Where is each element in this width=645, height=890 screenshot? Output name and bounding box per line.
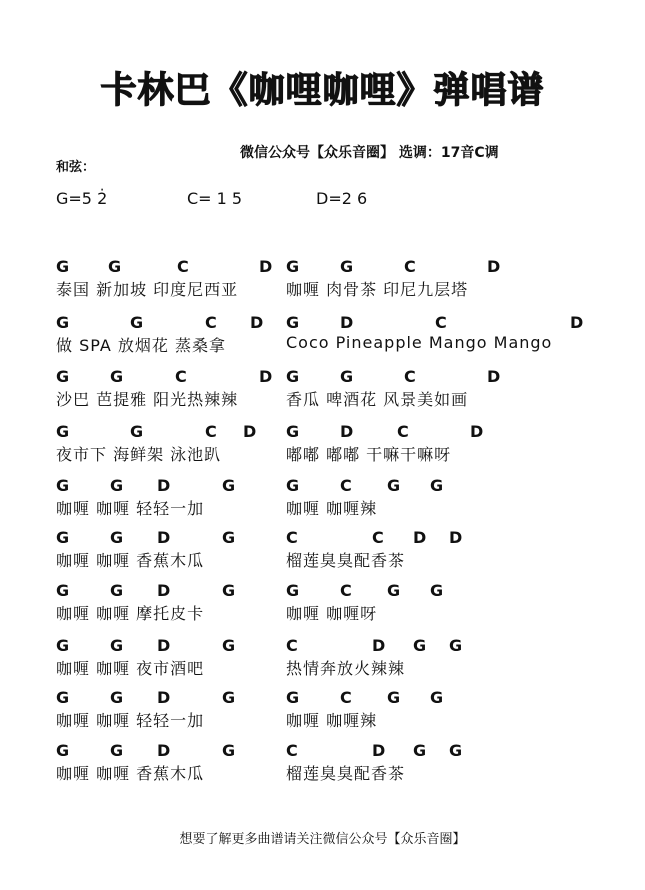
lyric-phrase: 香瓜 啤酒花 风景美如画 <box>286 390 469 409</box>
lyric-phrase: 热情奔放火辣辣 <box>286 659 406 678</box>
chord-symbol: C <box>397 422 409 441</box>
chord-symbol: G <box>110 741 124 760</box>
chord-symbol: C <box>177 257 189 276</box>
song-line <box>0 257 645 307</box>
song-line <box>0 476 645 526</box>
chord-symbol: D <box>259 257 273 276</box>
chord-symbol: G <box>56 741 70 760</box>
chord-symbol: D <box>259 367 273 386</box>
chord-symbol: D <box>413 528 427 547</box>
chord-symbol: G <box>430 581 444 600</box>
chord-symbol: C <box>404 367 416 386</box>
lyric-phrase: 泰国 新加坡 印度尼西亚 <box>56 280 239 299</box>
page-title: 卡林巴《咖哩咖哩》弹唱谱 <box>100 70 545 111</box>
chord-symbol: C <box>286 528 298 547</box>
chord-symbol: G <box>222 688 236 707</box>
lyric-phrase: 沙巴 芭提雅 阳光热辣辣 <box>56 390 239 409</box>
chord-symbol: G <box>413 741 427 760</box>
song-line <box>0 636 645 686</box>
chord-symbol: C <box>205 313 217 332</box>
chord-symbol: D <box>157 581 171 600</box>
chord-symbol: C <box>286 636 298 655</box>
chord-symbol: D <box>157 528 171 547</box>
chord-symbol: D <box>250 313 264 332</box>
chord-label: 和弦： <box>56 160 96 175</box>
chord-symbol: G <box>222 636 236 655</box>
lyric-phrase: 咖喱 咖喱辣 <box>286 499 378 518</box>
chord-symbol: D <box>449 528 463 547</box>
chord-symbol: G <box>110 528 124 547</box>
lyric-phrase: 榴莲臭臭配香茶 <box>286 764 406 783</box>
lyric-phrase: Coco Pineapple Mango Mango <box>286 333 553 352</box>
chord-ref-d: D=2 6 <box>316 189 368 208</box>
chord-symbol: G <box>286 313 300 332</box>
chord-symbol: G <box>56 367 70 386</box>
lyric-phrase: 夜市下 海鲜架 泳池趴 <box>56 445 222 464</box>
chord-symbol: G <box>56 313 70 332</box>
chord-symbol: C <box>175 367 187 386</box>
chord-symbol: C <box>404 257 416 276</box>
chord-symbol: G <box>110 581 124 600</box>
chord-symbol: G <box>56 528 70 547</box>
lyric-phrase: 榴莲臭臭配香茶 <box>286 551 406 570</box>
lyric-phrase: 咖喱 咖喱呀 <box>286 604 378 623</box>
chord-symbol: C <box>340 581 352 600</box>
chord-symbol: C <box>372 528 384 547</box>
chord-symbol: G <box>340 257 354 276</box>
chord-symbol: D <box>570 313 584 332</box>
chord-symbol: G <box>430 688 444 707</box>
chord-symbol: G <box>449 741 463 760</box>
chord-symbol: G <box>56 581 70 600</box>
chord-symbol: G <box>387 581 401 600</box>
song-line <box>0 688 645 738</box>
song-line <box>0 528 645 578</box>
chord-symbol: G <box>110 688 124 707</box>
chord-symbol: C <box>205 422 217 441</box>
lyric-phrase: 咖喱 咖喱辣 <box>286 711 378 730</box>
chord-symbol: G <box>56 422 70 441</box>
chord-ref-c: C= 1 5 <box>187 189 243 208</box>
footer-note: 想要了解更多曲谱请关注微信公众号【众乐音圈】 <box>179 832 466 847</box>
lyric-phrase: 嘟嘟 嘟嘟 干嘛干嘛呀 <box>286 445 452 464</box>
chord-symbol: D <box>340 313 354 332</box>
lyric-phrase: 做 SPA 放烟花 蒸桑拿 <box>56 336 226 355</box>
chord-symbol: G <box>286 476 300 495</box>
chord-symbol: G <box>286 581 300 600</box>
song-line <box>0 367 645 417</box>
chord-symbol: G <box>108 257 122 276</box>
chord-symbol: G <box>130 422 144 441</box>
chord-symbol: G <box>110 367 124 386</box>
lyric-phrase: 咖喱 咖喱 摩托皮卡 <box>56 604 205 623</box>
chord-symbol: G <box>222 741 236 760</box>
chord-symbol: C <box>340 476 352 495</box>
lyric-phrase: 咖喱 咖喱 香蕉木瓜 <box>56 551 205 570</box>
chord-symbol: G <box>222 476 236 495</box>
chord-symbol: D <box>487 367 501 386</box>
chord-symbol: D <box>470 422 484 441</box>
chord-symbol: C <box>340 688 352 707</box>
chord-symbol: G <box>56 257 70 276</box>
song-line <box>0 422 645 472</box>
lyric-phrase: 咖喱 咖喱 轻轻一加 <box>56 711 205 730</box>
lyric-phrase: 咖喱 咖喱 夜市酒吧 <box>56 659 205 678</box>
chord-symbol: D <box>340 422 354 441</box>
song-line <box>0 741 645 791</box>
chord-symbol: G <box>286 367 300 386</box>
source-and-key: 微信公众号【众乐音圈】 选调：17音C调 <box>240 145 499 161</box>
chord-symbol: G <box>56 476 70 495</box>
chord-symbol: D <box>372 741 386 760</box>
chord-symbol: C <box>435 313 447 332</box>
chord-symbol: D <box>487 257 501 276</box>
lyric-phrase: 咖喱 肉骨茶 印尼九层塔 <box>286 280 469 299</box>
chord-symbol: G <box>110 476 124 495</box>
lyric-phrase: 咖喱 咖喱 轻轻一加 <box>56 499 205 518</box>
song-line <box>0 313 645 363</box>
chord-symbol: G <box>413 636 427 655</box>
chord-symbol: D <box>372 636 386 655</box>
chord-symbol: D <box>243 422 257 441</box>
chord-symbol: D <box>157 636 171 655</box>
song-line <box>0 581 645 631</box>
chord-symbol: G <box>387 688 401 707</box>
lyric-phrase: 咖喱 咖喱 香蕉木瓜 <box>56 764 205 783</box>
chord-symbol: G <box>286 257 300 276</box>
chord-symbol: G <box>222 528 236 547</box>
chord-symbol: G <box>110 636 124 655</box>
chord-symbol: G <box>430 476 444 495</box>
chord-symbol: D <box>157 688 171 707</box>
chord-ref-g: G=5 2̇ <box>56 189 108 208</box>
chord-symbol: G <box>56 636 70 655</box>
chord-symbol: D <box>157 741 171 760</box>
chord-symbol: D <box>157 476 171 495</box>
chord-symbol: G <box>222 581 236 600</box>
chord-symbol: G <box>340 367 354 386</box>
chord-symbol: G <box>449 636 463 655</box>
chord-symbol: G <box>286 688 300 707</box>
chord-symbol: G <box>387 476 401 495</box>
chord-symbol: G <box>130 313 144 332</box>
chord-symbol: G <box>56 688 70 707</box>
chord-symbol: C <box>286 741 298 760</box>
chord-symbol: G <box>286 422 300 441</box>
